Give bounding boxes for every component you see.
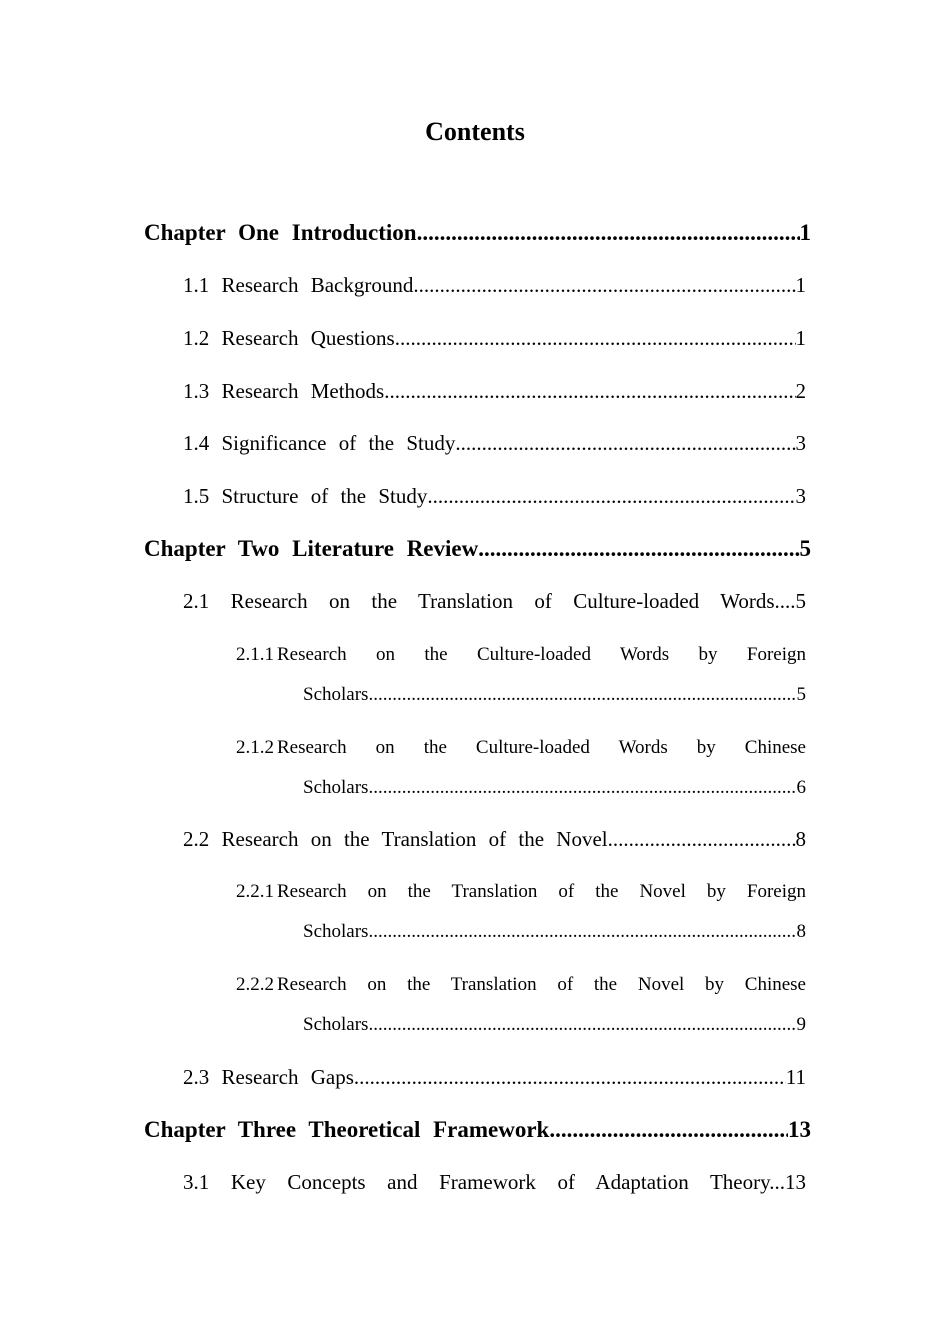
dot-leader	[368, 918, 796, 945]
toc-entry-continuation: Scholars	[303, 1014, 369, 1035]
toc-entry-label: 1.4 Significance of the Study	[183, 431, 456, 455]
toc-entry-label: Chapter Two Literature Review	[144, 536, 479, 561]
dot-leader	[549, 1114, 788, 1146]
toc-entry-label: Chapter Three Theoretical Framework	[144, 1117, 550, 1142]
toc-entry-label: 2.1 Research on the Translation of Culture-loaded Words....5	[183, 589, 806, 613]
toc-entry-2-2-2	[236, 971, 806, 1035]
toc-entry-1-5	[183, 481, 806, 511]
toc-page-number: 1	[795, 326, 806, 350]
dot-leader	[368, 1011, 796, 1038]
dot-leader	[384, 376, 795, 406]
toc-page-number: 9	[796, 1014, 806, 1035]
toc-page-number: 1	[799, 220, 811, 245]
toc-entry-label: 3.1 Key Concepts and Framework of Adaptation Theory...13	[183, 1170, 806, 1194]
dot-leader	[354, 1062, 786, 1092]
toc-entry-label: 2.2 Research on the Translation of the Novel	[183, 827, 608, 851]
toc-entry-label: 1.1 Research Background	[183, 273, 414, 297]
toc-page-number: 5	[799, 536, 811, 561]
toc-entry-continuation: Scholars	[303, 777, 369, 798]
toc-page-number: 11	[785, 1065, 806, 1089]
toc-page-number: 6	[796, 777, 806, 798]
toc-entry-2-1	[183, 586, 806, 616]
toc-entry-continuation: Scholars	[303, 684, 369, 705]
dot-leader	[478, 533, 799, 565]
toc-entry-number: 2.1.1	[236, 644, 274, 665]
toc-entry-1-4	[183, 428, 806, 458]
dot-leader	[368, 774, 796, 801]
contents-title: Contents	[425, 117, 525, 146]
toc-entry-label: Research on the Culture-loaded Words by Foreign	[277, 644, 806, 665]
toc-entry-label: Research on the Translation of the Novel by Foreign	[277, 881, 806, 902]
dot-leader	[427, 481, 795, 511]
toc-entry-label: Research on the Culture-loaded Words by Chinese	[277, 737, 806, 758]
toc-page-number: 2	[795, 379, 806, 403]
toc-entry-chapter-three	[144, 1114, 811, 1146]
toc-entry-label: 1.3 Research Methods	[183, 379, 385, 403]
dot-leader	[608, 824, 796, 854]
toc-entry-label: 2.3 Research Gaps	[183, 1065, 354, 1089]
dot-leader	[417, 217, 800, 249]
toc-entry-2-1-2	[236, 734, 806, 798]
dot-leader	[455, 428, 795, 458]
toc-entry-1-1	[183, 270, 806, 300]
toc-entry-label: Research on the Translation of the Novel by Chinese	[277, 974, 806, 995]
toc-page-number: 8	[795, 827, 806, 851]
toc-entry-1-3	[183, 376, 806, 406]
toc-entry-label: 1.2 Research Questions	[183, 326, 395, 350]
toc-page-number: 3	[795, 484, 806, 508]
dot-leader	[368, 681, 796, 708]
toc-page-number: 3	[795, 431, 806, 455]
toc-entry-number: 2.1.2	[236, 737, 274, 758]
toc-entry-2-3	[183, 1062, 806, 1092]
toc-page-number: 1	[795, 273, 806, 297]
toc-entry-chapter-two	[144, 533, 811, 565]
toc-page-number: 5	[796, 684, 806, 705]
toc-entry-number: 2.2.1	[236, 881, 274, 902]
toc-entry-continuation: Scholars	[303, 921, 369, 942]
toc-entry-1-2	[183, 323, 806, 353]
toc-page-number: 8	[796, 921, 806, 942]
toc-entry-label: Chapter One Introduction	[144, 220, 417, 245]
toc-entry-2-1-1	[236, 641, 806, 705]
toc-entry-number: 2.2.2	[236, 974, 274, 995]
dot-leader	[395, 323, 796, 353]
toc-page-number: 13	[788, 1117, 811, 1142]
toc-entry-label: 1.5 Structure of the Study	[183, 484, 428, 508]
dot-leader	[413, 270, 795, 300]
toc-entry-chapter-one	[144, 217, 811, 249]
toc-entry-2-2	[183, 824, 806, 854]
toc-entry-2-2-1	[236, 878, 806, 942]
toc-entry-3-1	[183, 1167, 806, 1197]
